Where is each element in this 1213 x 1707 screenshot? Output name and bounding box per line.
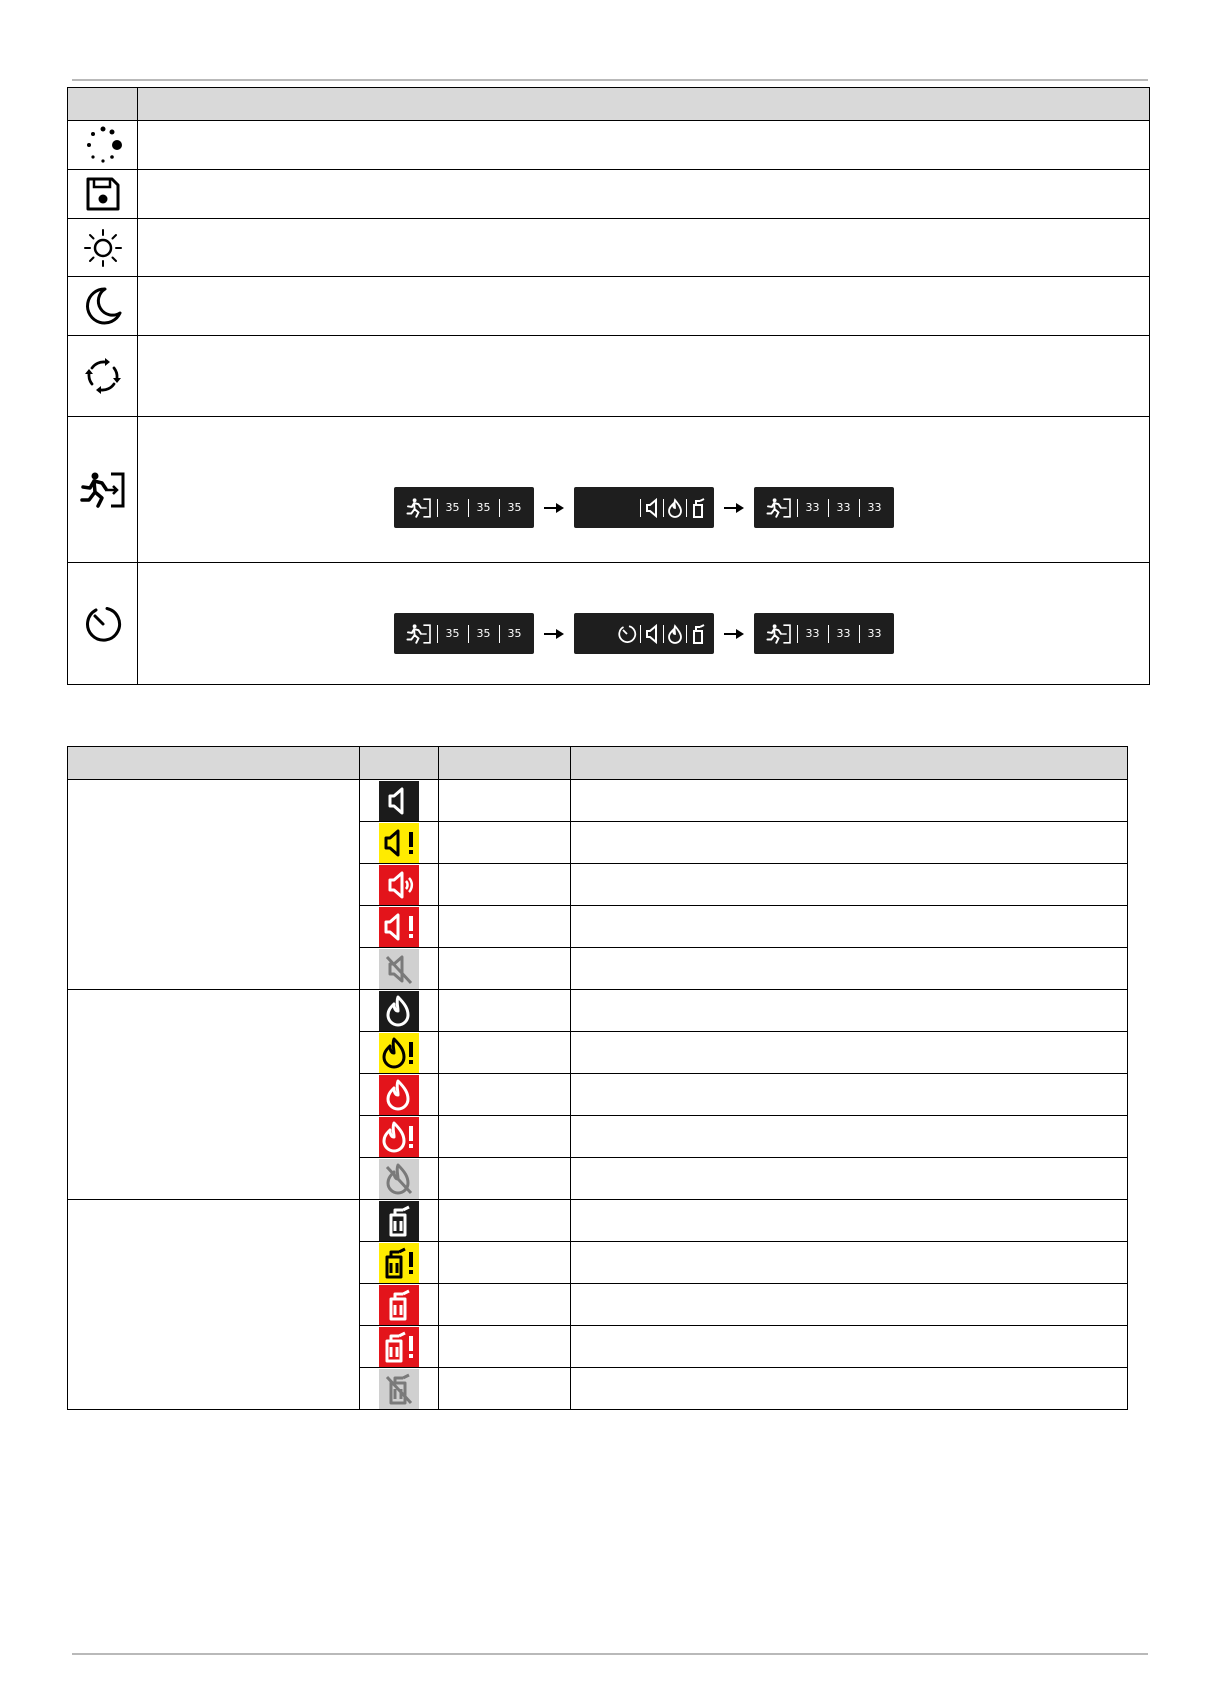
- separator: [859, 625, 860, 643]
- table-row: [68, 336, 1150, 417]
- footer-rule: [72, 1653, 1148, 1655]
- state-cell: [439, 1074, 571, 1116]
- table-row: [68, 219, 1150, 277]
- icon-cell: [360, 1368, 439, 1410]
- status-badge: [379, 1243, 419, 1283]
- description-cell: [571, 1284, 1128, 1326]
- row-text: [138, 336, 1150, 417]
- icon-cell: [68, 170, 138, 219]
- state-cell: [439, 1242, 571, 1284]
- loading-dots-icon: [83, 125, 123, 165]
- speaker-icon: [381, 867, 417, 903]
- status-badge: [379, 1159, 419, 1199]
- separator: [859, 499, 860, 517]
- icon-cell: [360, 906, 439, 948]
- lcd-display-after: [754, 487, 894, 528]
- arrow-right-icon: [542, 502, 566, 514]
- icon-cell: [68, 563, 138, 685]
- status-icon-table: [67, 746, 1128, 1410]
- lcd-value: 33: [867, 501, 882, 514]
- status-badge: [379, 991, 419, 1031]
- lcd-value: 35: [507, 627, 522, 640]
- table-row: [68, 277, 1150, 336]
- icon-cell: [360, 780, 439, 822]
- icon-cell: [360, 1200, 439, 1242]
- separator: [663, 625, 664, 643]
- table-row: [68, 1200, 1128, 1242]
- lcd-value: 33: [805, 627, 820, 640]
- icon-cell: [68, 219, 138, 277]
- description-cell: [571, 906, 1128, 948]
- status-badge: [379, 1201, 419, 1241]
- description-cell: [571, 1158, 1128, 1200]
- extinguisher-icon: [381, 1287, 417, 1323]
- timer-sequence-cell: [138, 563, 1150, 685]
- row-text: [138, 417, 1149, 487]
- group-label: [68, 780, 360, 990]
- icon-cell: [360, 822, 439, 864]
- icon-cell: [360, 1074, 439, 1116]
- separator: [797, 499, 798, 517]
- state-cell: [439, 1284, 571, 1326]
- icon-cell: [360, 1116, 439, 1158]
- description-cell: [571, 1200, 1128, 1242]
- icon-cell: [360, 1326, 439, 1368]
- status-badge: [379, 1369, 419, 1409]
- lcd-display-timer: [574, 613, 714, 654]
- lcd-value: 33: [805, 501, 820, 514]
- separator: [468, 625, 469, 643]
- evacuation-sequence: [138, 487, 1149, 528]
- flame-icon: [667, 498, 683, 518]
- status-badge: [379, 865, 419, 905]
- lcd-value: 35: [445, 501, 460, 514]
- speaker-icon: [644, 498, 660, 518]
- status-badge: [379, 1327, 419, 1367]
- icon-cell: [68, 277, 138, 336]
- separator: [640, 499, 641, 517]
- separator: [797, 625, 798, 643]
- lcd-value: 35: [476, 501, 491, 514]
- row-text: [138, 121, 1150, 170]
- separator: [499, 499, 500, 517]
- lcd-display-alarm: [574, 487, 714, 528]
- flame-icon: [667, 624, 683, 644]
- extinguisher-icon: [690, 623, 706, 645]
- separator: [499, 625, 500, 643]
- description-cell: [571, 822, 1128, 864]
- state-cell: [439, 906, 571, 948]
- row-text: [138, 219, 1150, 277]
- icon-cell: [360, 1158, 439, 1200]
- lcd-value: 33: [836, 501, 851, 514]
- state-cell: [439, 1158, 571, 1200]
- table-header-row: [68, 747, 1128, 780]
- timer-sequence: [138, 613, 1149, 654]
- timer-icon: [617, 624, 637, 644]
- separator: [686, 499, 687, 517]
- description-cell: [571, 1242, 1128, 1284]
- row-text: [138, 170, 1150, 219]
- speaker-icon: [381, 909, 417, 945]
- header-cell-icon: [68, 88, 138, 121]
- extinguisher-icon: [381, 1371, 417, 1407]
- table-header-row: [68, 88, 1150, 121]
- row-text: [138, 563, 1149, 613]
- icon-cell: [360, 1032, 439, 1074]
- row-text: [138, 277, 1150, 336]
- description-cell: [571, 1116, 1128, 1158]
- speaker-icon: [381, 825, 417, 861]
- speaker-icon: [644, 624, 660, 644]
- flame-icon: [381, 993, 417, 1029]
- state-cell: [439, 864, 571, 906]
- extinguisher-icon: [381, 1329, 417, 1365]
- header-cell-description: [571, 747, 1128, 780]
- status-badge: [379, 1117, 419, 1157]
- status-badge: [379, 907, 419, 947]
- description-cell: [571, 1368, 1128, 1410]
- table-row: [68, 990, 1128, 1032]
- flame-icon: [381, 1161, 417, 1197]
- state-cell: [439, 1326, 571, 1368]
- description-cell: [571, 864, 1128, 906]
- speaker-icon: [381, 951, 417, 987]
- icon-cell: [360, 990, 439, 1032]
- status-badge: [379, 949, 419, 989]
- arrow-right-icon: [722, 502, 746, 514]
- lcd-value: 33: [867, 627, 882, 640]
- refresh-cycle-icon: [83, 356, 123, 396]
- sun-icon: [83, 228, 123, 268]
- status-badge: [379, 781, 419, 821]
- speaker-icon: [381, 783, 417, 819]
- lcd-value: 35: [476, 627, 491, 640]
- icon-table: [67, 87, 1150, 685]
- separator: [437, 625, 438, 643]
- flame-icon: [381, 1077, 417, 1113]
- save-icon: [83, 174, 123, 214]
- arrow-right-icon: [542, 628, 566, 640]
- icon-cell: [68, 121, 138, 170]
- icon-cell: [68, 417, 138, 563]
- separator: [828, 625, 829, 643]
- icon-cell: [68, 336, 138, 417]
- timer-icon: [83, 604, 123, 644]
- lcd-display-before: [394, 487, 534, 528]
- state-cell: [439, 780, 571, 822]
- extinguisher-icon: [381, 1203, 417, 1239]
- evacuation-exit-icon: [404, 497, 434, 519]
- state-cell: [439, 1032, 571, 1074]
- separator: [468, 499, 469, 517]
- table-row: [68, 780, 1128, 822]
- icon-cell: [360, 948, 439, 990]
- status-badge: [379, 1033, 419, 1073]
- group-label: [68, 1200, 360, 1410]
- evacuation-sequence-cell: [138, 417, 1150, 563]
- state-cell: [439, 1116, 571, 1158]
- separator: [828, 499, 829, 517]
- header-rule: [72, 79, 1148, 81]
- status-badge: [379, 1285, 419, 1325]
- separator: [640, 625, 641, 643]
- table-row: [68, 170, 1150, 219]
- extinguisher-icon: [690, 497, 706, 519]
- header-cell-function: [68, 747, 360, 780]
- header-cell-description: [138, 88, 1150, 121]
- state-cell: [439, 1200, 571, 1242]
- header-cell-icon: [360, 747, 439, 780]
- table-row: [68, 417, 1150, 563]
- state-cell: [439, 990, 571, 1032]
- lcd-display-before: [394, 613, 534, 654]
- table-row: [68, 563, 1150, 685]
- evacuation-exit-icon: [80, 470, 126, 510]
- icon-cell: [360, 1284, 439, 1326]
- flame-icon: [381, 1119, 417, 1155]
- extinguisher-icon: [381, 1245, 417, 1281]
- evacuation-exit-icon: [764, 623, 794, 645]
- evacuation-exit-icon: [764, 497, 794, 519]
- description-cell: [571, 780, 1128, 822]
- icon-cell: [360, 1242, 439, 1284]
- evacuation-exit-icon: [404, 623, 434, 645]
- lcd-value: 33: [836, 627, 851, 640]
- separator: [437, 499, 438, 517]
- flame-icon: [381, 1035, 417, 1071]
- table-row: [68, 121, 1150, 170]
- state-cell: [439, 1368, 571, 1410]
- description-cell: [571, 990, 1128, 1032]
- lcd-value: 35: [445, 627, 460, 640]
- icon-cell: [360, 864, 439, 906]
- state-cell: [439, 822, 571, 864]
- status-badge: [379, 823, 419, 863]
- separator: [663, 499, 664, 517]
- status-badge: [379, 1075, 419, 1115]
- description-cell: [571, 1032, 1128, 1074]
- separator: [686, 625, 687, 643]
- lcd-value: 35: [507, 501, 522, 514]
- description-cell: [571, 1326, 1128, 1368]
- group-label: [68, 990, 360, 1200]
- description-cell: [571, 1074, 1128, 1116]
- arrow-right-icon: [722, 628, 746, 640]
- state-cell: [439, 948, 571, 990]
- lcd-display-after: [754, 613, 894, 654]
- moon-icon: [83, 286, 123, 326]
- header-cell-state: [439, 747, 571, 780]
- description-cell: [571, 948, 1128, 990]
